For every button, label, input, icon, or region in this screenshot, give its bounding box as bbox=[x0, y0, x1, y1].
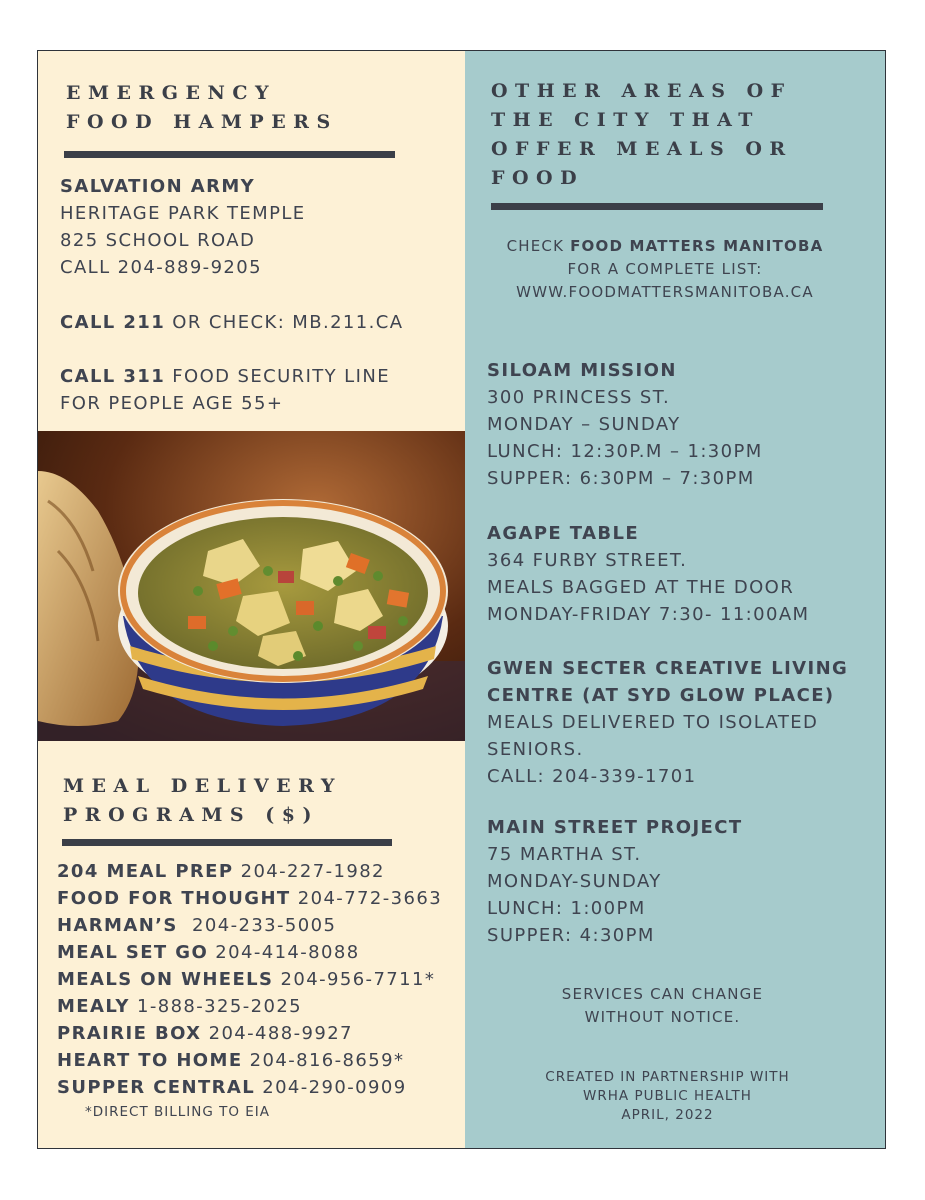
right-column bbox=[465, 51, 885, 1148]
list-item: 204 MEAL PREP 204-227-1982 bbox=[57, 861, 385, 882]
list-item: MEALS ON WHEELS 204-956-7711* bbox=[57, 969, 436, 990]
location-main-street-project: MAIN STREET PROJECT 75 MARTHA ST. MONDAY-SUNDAY LUNCH: 1:00PM SUPPER: 4:30PM bbox=[487, 817, 743, 946]
food-matters-note: CHECK FOOD MATTERS MANITOBA FOR A COMPLETE LIST: WWW.FOODMATTERSMANITOBA.CA bbox=[465, 235, 865, 304]
location-gwen-secter: GWEN SECTER CREATIVE LIVING CENTRE (AT SYD GLOW PLACE) MEALS DELIVERED TO ISOLATED SENIORS. CALL: 204-339-1701 bbox=[487, 658, 849, 787]
meal-delivery-list bbox=[57, 858, 442, 1101]
list-item: MEALY 1-888-325-2025 bbox=[57, 996, 303, 1017]
other-areas-heading: OTHER AREAS OF THE CITY THAT OFFER MEALS OR FOOD bbox=[491, 80, 793, 189]
list-item: HEART TO HOME 204-816-8659* bbox=[57, 1050, 405, 1071]
salvation-army-entry: SALVATION ARMY HERITAGE PARK TEMPLE 825 SCHOOL ROAD CALL 204-889-9205 bbox=[60, 173, 306, 281]
salvation-army-name: SALVATION ARMY bbox=[60, 176, 256, 197]
list-item: PRAIRIE BOX 204-488-9927 bbox=[57, 1023, 353, 1044]
services-notice: SERVICES CAN CHANGE WITHOUT NOTICE. bbox=[561, 985, 764, 1026]
food-matters-url: WWW.FOODMATTERSMANITOBA.CA bbox=[516, 283, 814, 301]
credits: CREATED IN PARTNERSHIP WITH WRHA PUBLIC HEALTH APRIL, 2022 bbox=[545, 1069, 790, 1123]
food-matters-name: FOOD MATTERS MANITOBA bbox=[570, 237, 824, 255]
soup-bowl-photo bbox=[38, 431, 465, 741]
call-311-entry: CALL 311 FOOD SECURITY LINE FOR PEOPLE AGE 55+ bbox=[60, 366, 390, 414]
list-item: HARMAN’S 204-233-5005 bbox=[57, 915, 337, 936]
billing-footnote: *DIRECT BILLING TO EIA bbox=[85, 1104, 271, 1120]
meal-delivery-heading: MEAL DELIVERY PROGRAMS ($) bbox=[63, 775, 342, 826]
call-211-line: CALL 211 OR CHECK: MB.211.CA bbox=[60, 312, 404, 333]
emergency-heading: EMERGENCY FOOD HAMPERS bbox=[66, 82, 338, 133]
meal-delivery-heading-rule bbox=[62, 839, 392, 846]
other-areas-heading-rule bbox=[491, 203, 823, 210]
list-item: MEAL SET GO 204-414-8088 bbox=[57, 942, 360, 963]
location-siloam-mission: SILOAM MISSION 300 PRINCESS ST. MONDAY – SUNDAY LUNCH: 12:30P.M – 1:30PM SUPPER: 6:30PM – 7:30PM bbox=[487, 360, 763, 489]
flyer-page bbox=[37, 50, 886, 1149]
list-item: FOOD FOR THOUGHT 204-772-3663 bbox=[57, 888, 443, 909]
location-agape-table: AGAPE TABLE 364 FURBY STREET. MEALS BAGGED AT THE DOOR MONDAY-FRIDAY 7:30- 11:00AM bbox=[487, 523, 810, 625]
left-column bbox=[38, 51, 465, 1148]
list-item: SUPPER CENTRAL 204-290-0909 bbox=[57, 1077, 407, 1098]
soup-bowl-icon bbox=[38, 431, 465, 741]
emergency-heading-rule bbox=[64, 151, 395, 158]
